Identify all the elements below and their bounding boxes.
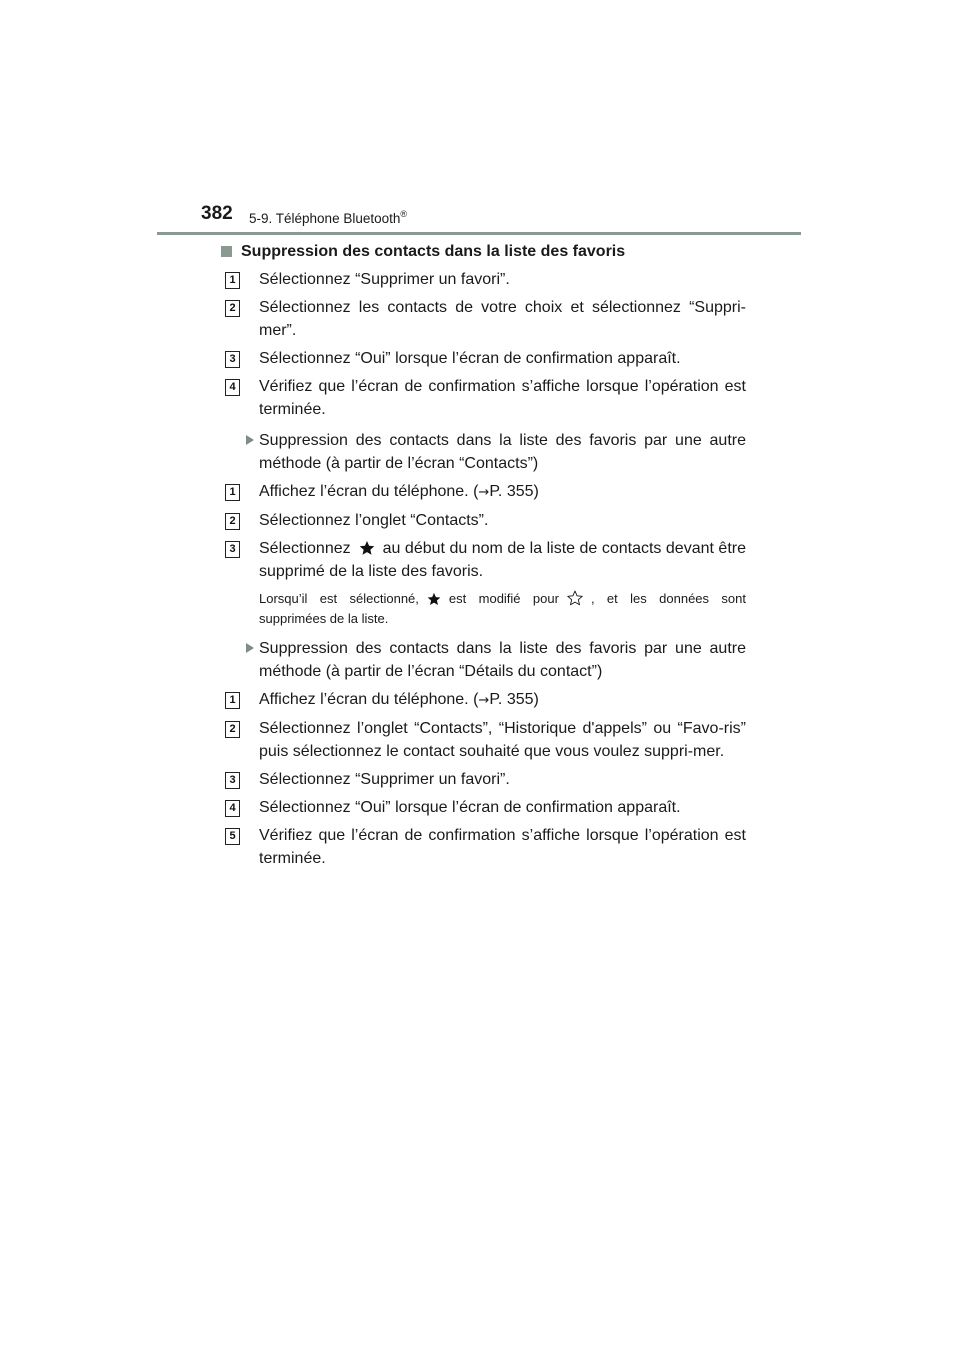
step-number: 1 <box>225 692 240 709</box>
step-text: Sélectionnez “Supprimer un favori”. <box>259 271 510 288</box>
step-text: Sélectionnez “Oui” lorsque l’écran de confirmation apparaît. <box>259 799 681 816</box>
step-item <box>221 296 746 342</box>
step-item <box>221 688 746 712</box>
step-list-3 <box>221 688 746 870</box>
method-heading-text: Suppression des contacts dans la liste des favoris par une autre méthode (à partir de l’écran “Détails du contact”) <box>259 640 746 680</box>
step-item <box>221 717 746 763</box>
method-heading-contact-details <box>221 637 746 683</box>
step-item <box>221 268 746 291</box>
step-text: Sélectionnez <box>259 540 351 557</box>
square-bullet-icon <box>221 246 232 257</box>
step-number: 2 <box>225 300 240 317</box>
header-rule <box>157 232 801 235</box>
arrow-icon: → <box>478 693 490 708</box>
step-text: Vérifiez que l’écran de confirmation s’affiche lorsque l’opération est terminée. <box>259 827 746 867</box>
step-text: Sélectionnez “Supprimer un favori”. <box>259 771 510 788</box>
step-number: 2 <box>225 721 240 738</box>
note-text-end: , et les données sont supprimées de la liste. <box>259 591 746 626</box>
step-text-continued: au début du nom de la liste de contacts devant être supprimé de la liste des favoris. <box>259 540 746 580</box>
note-text: Lorsqu’il est sélectionné, <box>259 591 419 606</box>
step-text: Sélectionnez les contacts de votre choix et sélectionnez “Suppri-mer”. <box>259 299 746 339</box>
step-note <box>221 589 746 629</box>
section-heading-text: Suppression des contacts dans la liste des favoris <box>241 243 626 260</box>
step-text: Vérifiez que l’écran de confirmation s’affiche lorsque l’opération est terminée. <box>259 378 746 418</box>
step-number: 1 <box>225 484 240 501</box>
outline-star-icon <box>567 590 583 606</box>
filled-star-icon <box>427 592 441 606</box>
step-item <box>221 347 746 370</box>
section-title <box>249 209 407 226</box>
page-reference: P. 355) <box>489 691 539 708</box>
step-item <box>221 480 746 504</box>
method-heading-text: Suppression des contacts dans la liste des favoris par une autre méthode (à partir de l’écran “Contacts”) <box>259 432 746 472</box>
step-number: 4 <box>225 379 240 396</box>
step-list-2 <box>221 480 746 629</box>
triangle-bullet-icon <box>246 435 254 445</box>
section-heading <box>221 240 746 263</box>
step-number: 3 <box>225 772 240 789</box>
step-text: Affichez l’écran du téléphone. ( <box>259 483 479 500</box>
step-text: Sélectionnez l’onglet “Contacts”, “Historique d'appels” ou “Favo-ris” puis sélectionnez le contact souhaité que vous voulez suppri-mer. <box>259 720 746 760</box>
step-number: 3 <box>225 541 240 558</box>
triangle-bullet-icon <box>246 643 254 653</box>
page-content <box>221 238 746 870</box>
step-item <box>221 796 746 819</box>
step-item <box>221 824 746 870</box>
page-number: 382 <box>201 203 233 224</box>
step-text: Sélectionnez “Oui” lorsque l’écran de confirmation apparaît. <box>259 350 681 367</box>
step-item <box>221 768 746 791</box>
page-header <box>201 200 801 228</box>
page-reference: P. 355) <box>489 483 539 500</box>
step-number: 3 <box>225 351 240 368</box>
step-item <box>221 509 746 532</box>
step-number: 2 <box>225 513 240 530</box>
step-item <box>221 537 746 583</box>
step-number: 1 <box>225 272 240 289</box>
step-text: Affichez l’écran du téléphone. ( <box>259 691 479 708</box>
step-text: Sélectionnez l’onglet “Contacts”. <box>259 512 489 529</box>
step-list-1 <box>221 268 746 421</box>
registered-mark: ® <box>400 209 408 219</box>
step-item <box>221 375 746 421</box>
note-text-mid: est modifié pour <box>448 591 559 606</box>
arrow-icon: → <box>478 485 490 500</box>
step-number: 4 <box>225 800 240 817</box>
method-heading-contacts <box>221 429 746 475</box>
filled-star-icon <box>359 540 375 556</box>
step-number: 5 <box>225 828 240 845</box>
section-title-text: 5-9. Téléphone Bluetooth <box>249 211 401 226</box>
